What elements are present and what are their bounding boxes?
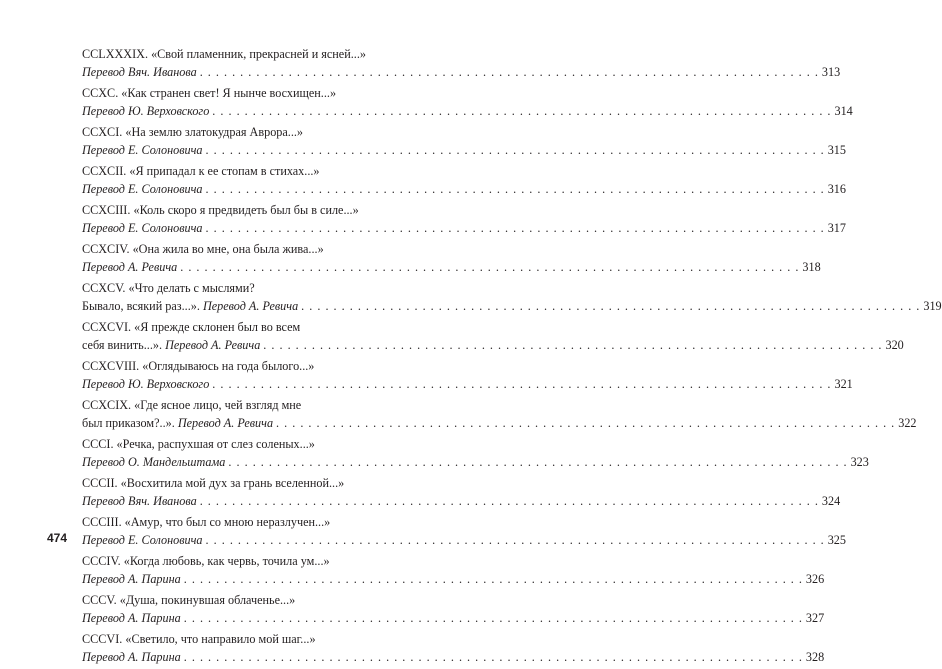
toc-entry[interactable] bbox=[82, 630, 825, 666]
toc-entry-title bbox=[82, 240, 324, 258]
toc-entry-line bbox=[82, 648, 825, 666]
table-of-contents bbox=[82, 45, 942, 669]
toc-entry-title-line2: был приказом?..». bbox=[82, 416, 175, 430]
toc-entry-number: CCXC. bbox=[82, 86, 119, 100]
dot-leader bbox=[206, 219, 825, 237]
toc-entry-translator: Перевод Ю. Верховского bbox=[82, 104, 210, 118]
toc-entry-number: CCCIV. bbox=[82, 554, 121, 568]
toc-entry-title-text: «Когда любовь, как червь, точила ум...» bbox=[123, 554, 330, 568]
toc-entry-title-text: «Светило, что направило мой шаг...» bbox=[125, 632, 316, 646]
toc-entry-page: 314 bbox=[834, 104, 853, 118]
toc-entry[interactable] bbox=[82, 201, 846, 237]
toc-entry-line bbox=[82, 357, 366, 375]
toc-entry-title bbox=[82, 474, 344, 492]
dot-leader bbox=[206, 531, 825, 549]
toc-entry-title bbox=[82, 357, 314, 375]
toc-entry-number: CCCII. bbox=[82, 476, 118, 490]
dot-leader bbox=[184, 609, 803, 627]
toc-entry-title-text: «Амур, что был со мною неразлучен...» bbox=[124, 515, 331, 529]
toc-entry-page: 326 bbox=[805, 572, 825, 586]
toc-entry[interactable] bbox=[82, 591, 825, 627]
toc-entry-title bbox=[82, 396, 301, 414]
toc-entry-number: CCCVI. bbox=[82, 632, 123, 646]
toc-entry-line bbox=[82, 552, 366, 570]
toc-entry-line bbox=[82, 84, 366, 102]
toc-entry-line bbox=[82, 630, 366, 648]
toc-entry-translator: Перевод Е. Солоновича bbox=[82, 533, 203, 547]
toc-entry[interactable] bbox=[82, 162, 846, 198]
toc-entry-line bbox=[82, 570, 825, 588]
toc-entry-title-text: «Восхитила мой дух за грань вселенной...» bbox=[120, 476, 345, 490]
toc-entry-line bbox=[82, 162, 366, 180]
toc-entry-line bbox=[82, 453, 869, 471]
toc-entry-line bbox=[82, 297, 942, 315]
toc-entry-number: CCXCI. bbox=[82, 125, 123, 139]
dot-leader bbox=[180, 258, 799, 276]
toc-entry[interactable] bbox=[82, 240, 821, 276]
toc-entry[interactable] bbox=[82, 84, 853, 120]
toc-entry-title-text: «Как странен свет! Я нынче восхищен...» bbox=[121, 86, 337, 100]
toc-entry[interactable] bbox=[82, 279, 942, 315]
toc-entry-line bbox=[82, 375, 853, 393]
toc-entry-number: CCLXXXIX. bbox=[82, 47, 149, 61]
toc-entry-translator: Перевод А. Ревича bbox=[202, 299, 299, 313]
toc-entry[interactable] bbox=[82, 513, 846, 549]
toc-entry-title bbox=[82, 297, 298, 315]
toc-entry-line bbox=[82, 531, 846, 549]
toc-entry[interactable] bbox=[82, 45, 841, 81]
toc-entry-translator: Перевод Е. Солоновича bbox=[82, 221, 203, 235]
toc-entry-title-line1: «Я прежде склонен был во всем bbox=[134, 320, 301, 334]
toc-entry-number: CCXCIII. bbox=[82, 203, 131, 217]
toc-entry-title bbox=[82, 336, 260, 354]
toc-entry-title-line1: «Что делать с мыслями? bbox=[128, 281, 255, 295]
toc-entry-line bbox=[82, 201, 366, 219]
toc-entry-number: CCXCII. bbox=[82, 164, 127, 178]
toc-entry-number: CCXCIX. bbox=[82, 398, 132, 412]
toc-entry[interactable] bbox=[82, 318, 904, 354]
toc-entry-line bbox=[82, 279, 366, 297]
dot-leader bbox=[276, 414, 895, 432]
toc-entry-translator: Перевод Ю. Верховского bbox=[82, 377, 210, 391]
toc-entry-line bbox=[82, 180, 846, 198]
toc-entry-page: 318 bbox=[802, 260, 821, 274]
dot-leader bbox=[206, 180, 825, 198]
toc-entry-translator: Перевод А. Парина bbox=[82, 611, 181, 625]
toc-entry-title bbox=[82, 45, 366, 63]
toc-entry-title bbox=[82, 318, 300, 336]
dot-leader bbox=[212, 375, 831, 393]
toc-entry-line bbox=[82, 123, 366, 141]
toc-entry-title bbox=[82, 84, 336, 102]
toc-entry-title bbox=[82, 279, 255, 297]
toc-entry-page: 320 bbox=[885, 338, 904, 352]
toc-entry-title bbox=[82, 123, 303, 141]
toc-entry-title-text: «На землю златокудрая Аврора...» bbox=[125, 125, 304, 139]
toc-entry-title bbox=[82, 630, 316, 648]
dot-leader bbox=[301, 297, 920, 315]
dot-leader bbox=[200, 63, 819, 81]
toc-entry-line bbox=[82, 45, 366, 63]
toc-entry[interactable] bbox=[82, 123, 846, 159]
toc-entry-title-text: «Я припадал к ее стопам в стихах...» bbox=[129, 164, 320, 178]
toc-entry-translator: Перевод А. Ревича bbox=[177, 416, 274, 430]
dot-leader bbox=[263, 336, 882, 354]
toc-entry-translator: Перевод Е. Солоновича bbox=[82, 143, 203, 157]
toc-entry-number: CCCI. bbox=[82, 437, 114, 451]
toc-entry-title bbox=[82, 435, 315, 453]
toc-entry-title bbox=[82, 414, 273, 432]
toc-entry-page: 324 bbox=[821, 494, 841, 508]
toc-entry-title-line2: Бывало, всякий раз...». bbox=[82, 299, 200, 313]
toc-entry-line bbox=[82, 474, 366, 492]
toc-entry-page: 321 bbox=[834, 377, 853, 391]
toc-entry-translator: Перевод О. Мандельштама bbox=[82, 455, 226, 469]
toc-entry-line bbox=[82, 435, 366, 453]
dot-leader bbox=[200, 492, 819, 510]
toc-entry-translator: Перевод А. Ревича bbox=[165, 338, 261, 352]
toc-entry-number: CCXCVIII. bbox=[82, 359, 140, 373]
toc-entry-page: 317 bbox=[827, 221, 846, 235]
toc-entry[interactable] bbox=[82, 552, 825, 588]
toc-entry-line bbox=[82, 102, 853, 120]
toc-entry-line bbox=[82, 141, 846, 159]
toc-entry[interactable] bbox=[82, 396, 917, 432]
toc-entry-title-text: «Она жила во мне, она была жива...» bbox=[132, 242, 324, 256]
toc-entry-page: 315 bbox=[827, 143, 846, 157]
toc-entry-translator: Перевод Вяч. Иванова bbox=[82, 65, 197, 79]
toc-entry-line bbox=[82, 63, 841, 81]
toc-entry[interactable] bbox=[82, 435, 869, 471]
toc-entry-line bbox=[82, 258, 821, 276]
toc-entry-number: CCCIII. bbox=[82, 515, 122, 529]
toc-entry-translator: Перевод А. Парина bbox=[82, 650, 181, 664]
toc-entry-page: 319 bbox=[923, 299, 942, 313]
toc-entry-page: 327 bbox=[805, 611, 825, 625]
dot-leader bbox=[184, 570, 803, 588]
toc-entry-page: 322 bbox=[898, 416, 917, 430]
toc-entry-number: CCCV. bbox=[82, 593, 117, 607]
toc-entry-line bbox=[82, 591, 366, 609]
dot-leader bbox=[206, 141, 825, 159]
toc-entry-title-text: «Свой пламенник, прекрасней и ясней...» bbox=[151, 47, 366, 61]
toc-entry-line bbox=[82, 513, 366, 531]
toc-entry-title bbox=[82, 591, 295, 609]
dot-leader bbox=[184, 648, 803, 666]
toc-entry-line bbox=[82, 492, 841, 510]
toc-entry-title bbox=[82, 162, 320, 180]
toc-entry-page: 328 bbox=[805, 650, 825, 664]
page-number: 474 bbox=[47, 531, 68, 545]
toc-entry-page: 313 bbox=[821, 65, 841, 79]
toc-entry-line bbox=[82, 609, 825, 627]
toc-entry-number: CCXCVI. bbox=[82, 320, 132, 334]
toc-entry-title-text: «Речка, распухшая от слез соленых...» bbox=[116, 437, 315, 451]
toc-entry-title-text: «Коль скоро я предвидеть был бы в силе...» bbox=[133, 203, 359, 217]
toc-entry-line bbox=[82, 396, 366, 414]
toc-entry-line bbox=[82, 219, 846, 237]
toc-entry-number: CCXCV. bbox=[82, 281, 126, 295]
toc-entry-title bbox=[82, 552, 330, 570]
toc-entry-translator: Перевод А. Парина bbox=[82, 572, 181, 586]
toc-entry-page: 325 bbox=[827, 533, 846, 547]
toc-entry-title-line2: себя винить...». bbox=[82, 338, 163, 352]
dot-leader bbox=[228, 453, 847, 471]
toc-entry-page: 316 bbox=[827, 182, 846, 196]
toc-entry-page: 323 bbox=[850, 455, 869, 469]
toc-entry-title bbox=[82, 201, 359, 219]
toc-entry-number: CCXCIV. bbox=[82, 242, 130, 256]
dot-leader bbox=[212, 102, 831, 120]
toc-entry-title-line1: «Где ясное лицо, чей взгляд мне bbox=[134, 398, 302, 412]
toc-entry-title bbox=[82, 513, 330, 531]
toc-entry-title-text: «Оглядываюсь на года былого...» bbox=[142, 359, 315, 373]
toc-entry-translator: Перевод А. Ревича bbox=[82, 260, 178, 274]
toc-entry-line bbox=[82, 336, 904, 354]
toc-entry-line bbox=[82, 318, 366, 336]
toc-entry-translator: Перевод Вяч. Иванова bbox=[82, 494, 197, 508]
toc-entry-translator: Перевод Е. Солоновича bbox=[82, 182, 203, 196]
toc-entry[interactable] bbox=[82, 474, 841, 510]
toc-entry-title-text: «Душа, покинувшая облаченье...» bbox=[119, 593, 296, 607]
toc-entry-line bbox=[82, 240, 366, 258]
toc-entry[interactable] bbox=[82, 357, 853, 393]
toc-entry-line bbox=[82, 414, 917, 432]
